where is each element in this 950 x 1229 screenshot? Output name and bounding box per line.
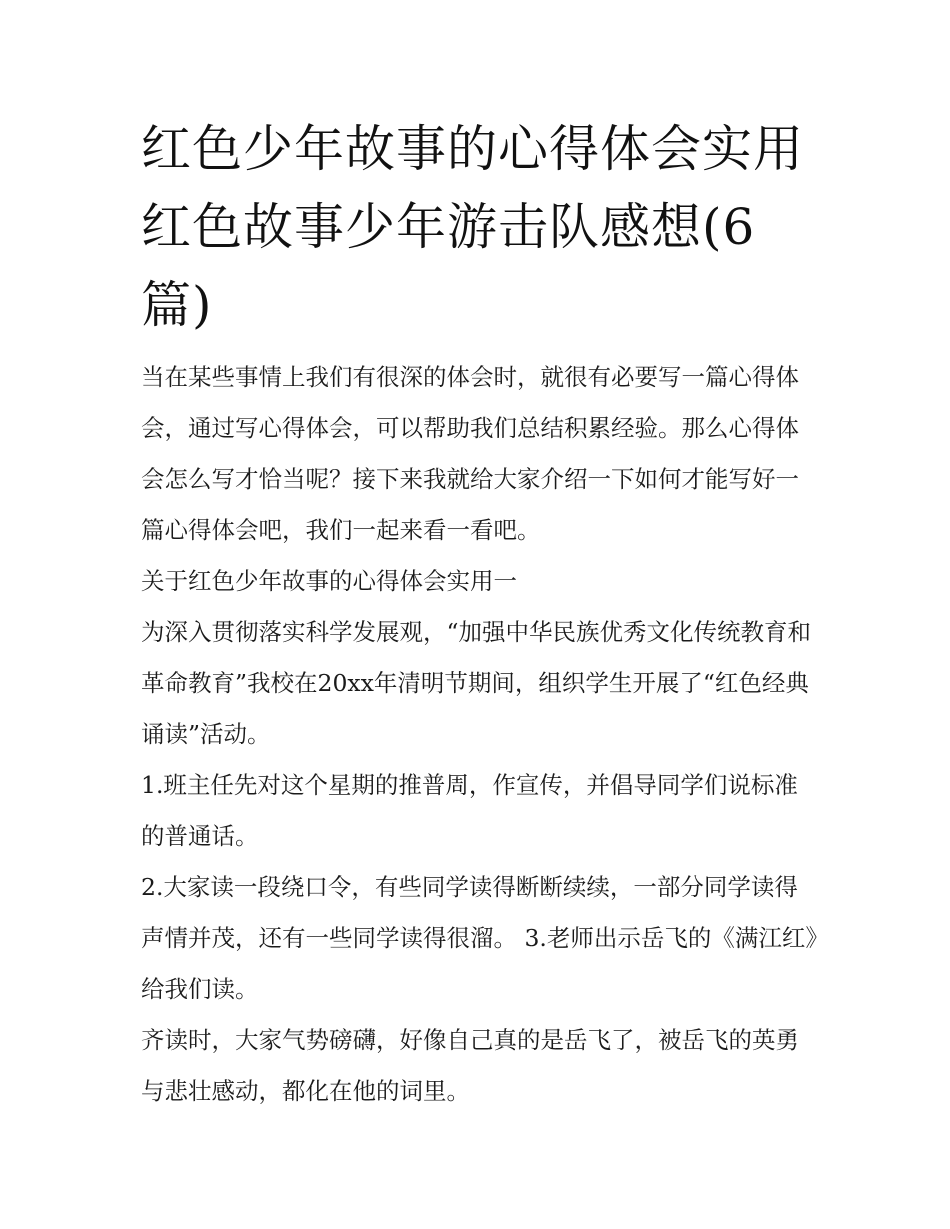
list-item-2-3: 2.大家读一段绕口令，有些同学读得断断续续，一部分同学读得声情并茂，还有一些同学读得很溜。 3.老师出示岳飞的《满江红》给我们读。 <box>141 873 818 1003</box>
body-paragraph: 为深入贯彻落实科学发展观，“加强中华民族优秀文化传统教育和革命教育”我校在20xx年清明节期间，组织学生开展了“红色经典诵读”活动。 <box>141 618 812 748</box>
body-paragraph-closing: 齐读时，大家气势磅礴，好像自己真的是岳飞了，被岳飞的英勇与悲壮感动，都化在他的词里。 <box>141 1026 799 1105</box>
document-title: 红色少年故事的心得体会实用红色故事少年游击队感想(6篇) <box>141 120 804 334</box>
list-item-1: 1.班主任先对这个星期的推普周，作宣传，并倡导同学们说标准的普通话。 <box>141 771 798 850</box>
section-heading: 关于红色少年故事的心得体会实用一 <box>141 567 517 595</box>
intro-paragraph: 当在某些事情上我们有很深的体会时，就很有必要写一篇心得体会，通过写心得体会，可以帮助我们总结积累经验。那么心得体会怎么写才恰当呢？接下来我就给大家介绍一下如何才能写好一篇心得体会吧，我们一起来看一看吧。 <box>141 363 799 544</box>
document-page <box>141 110 821 1117</box>
